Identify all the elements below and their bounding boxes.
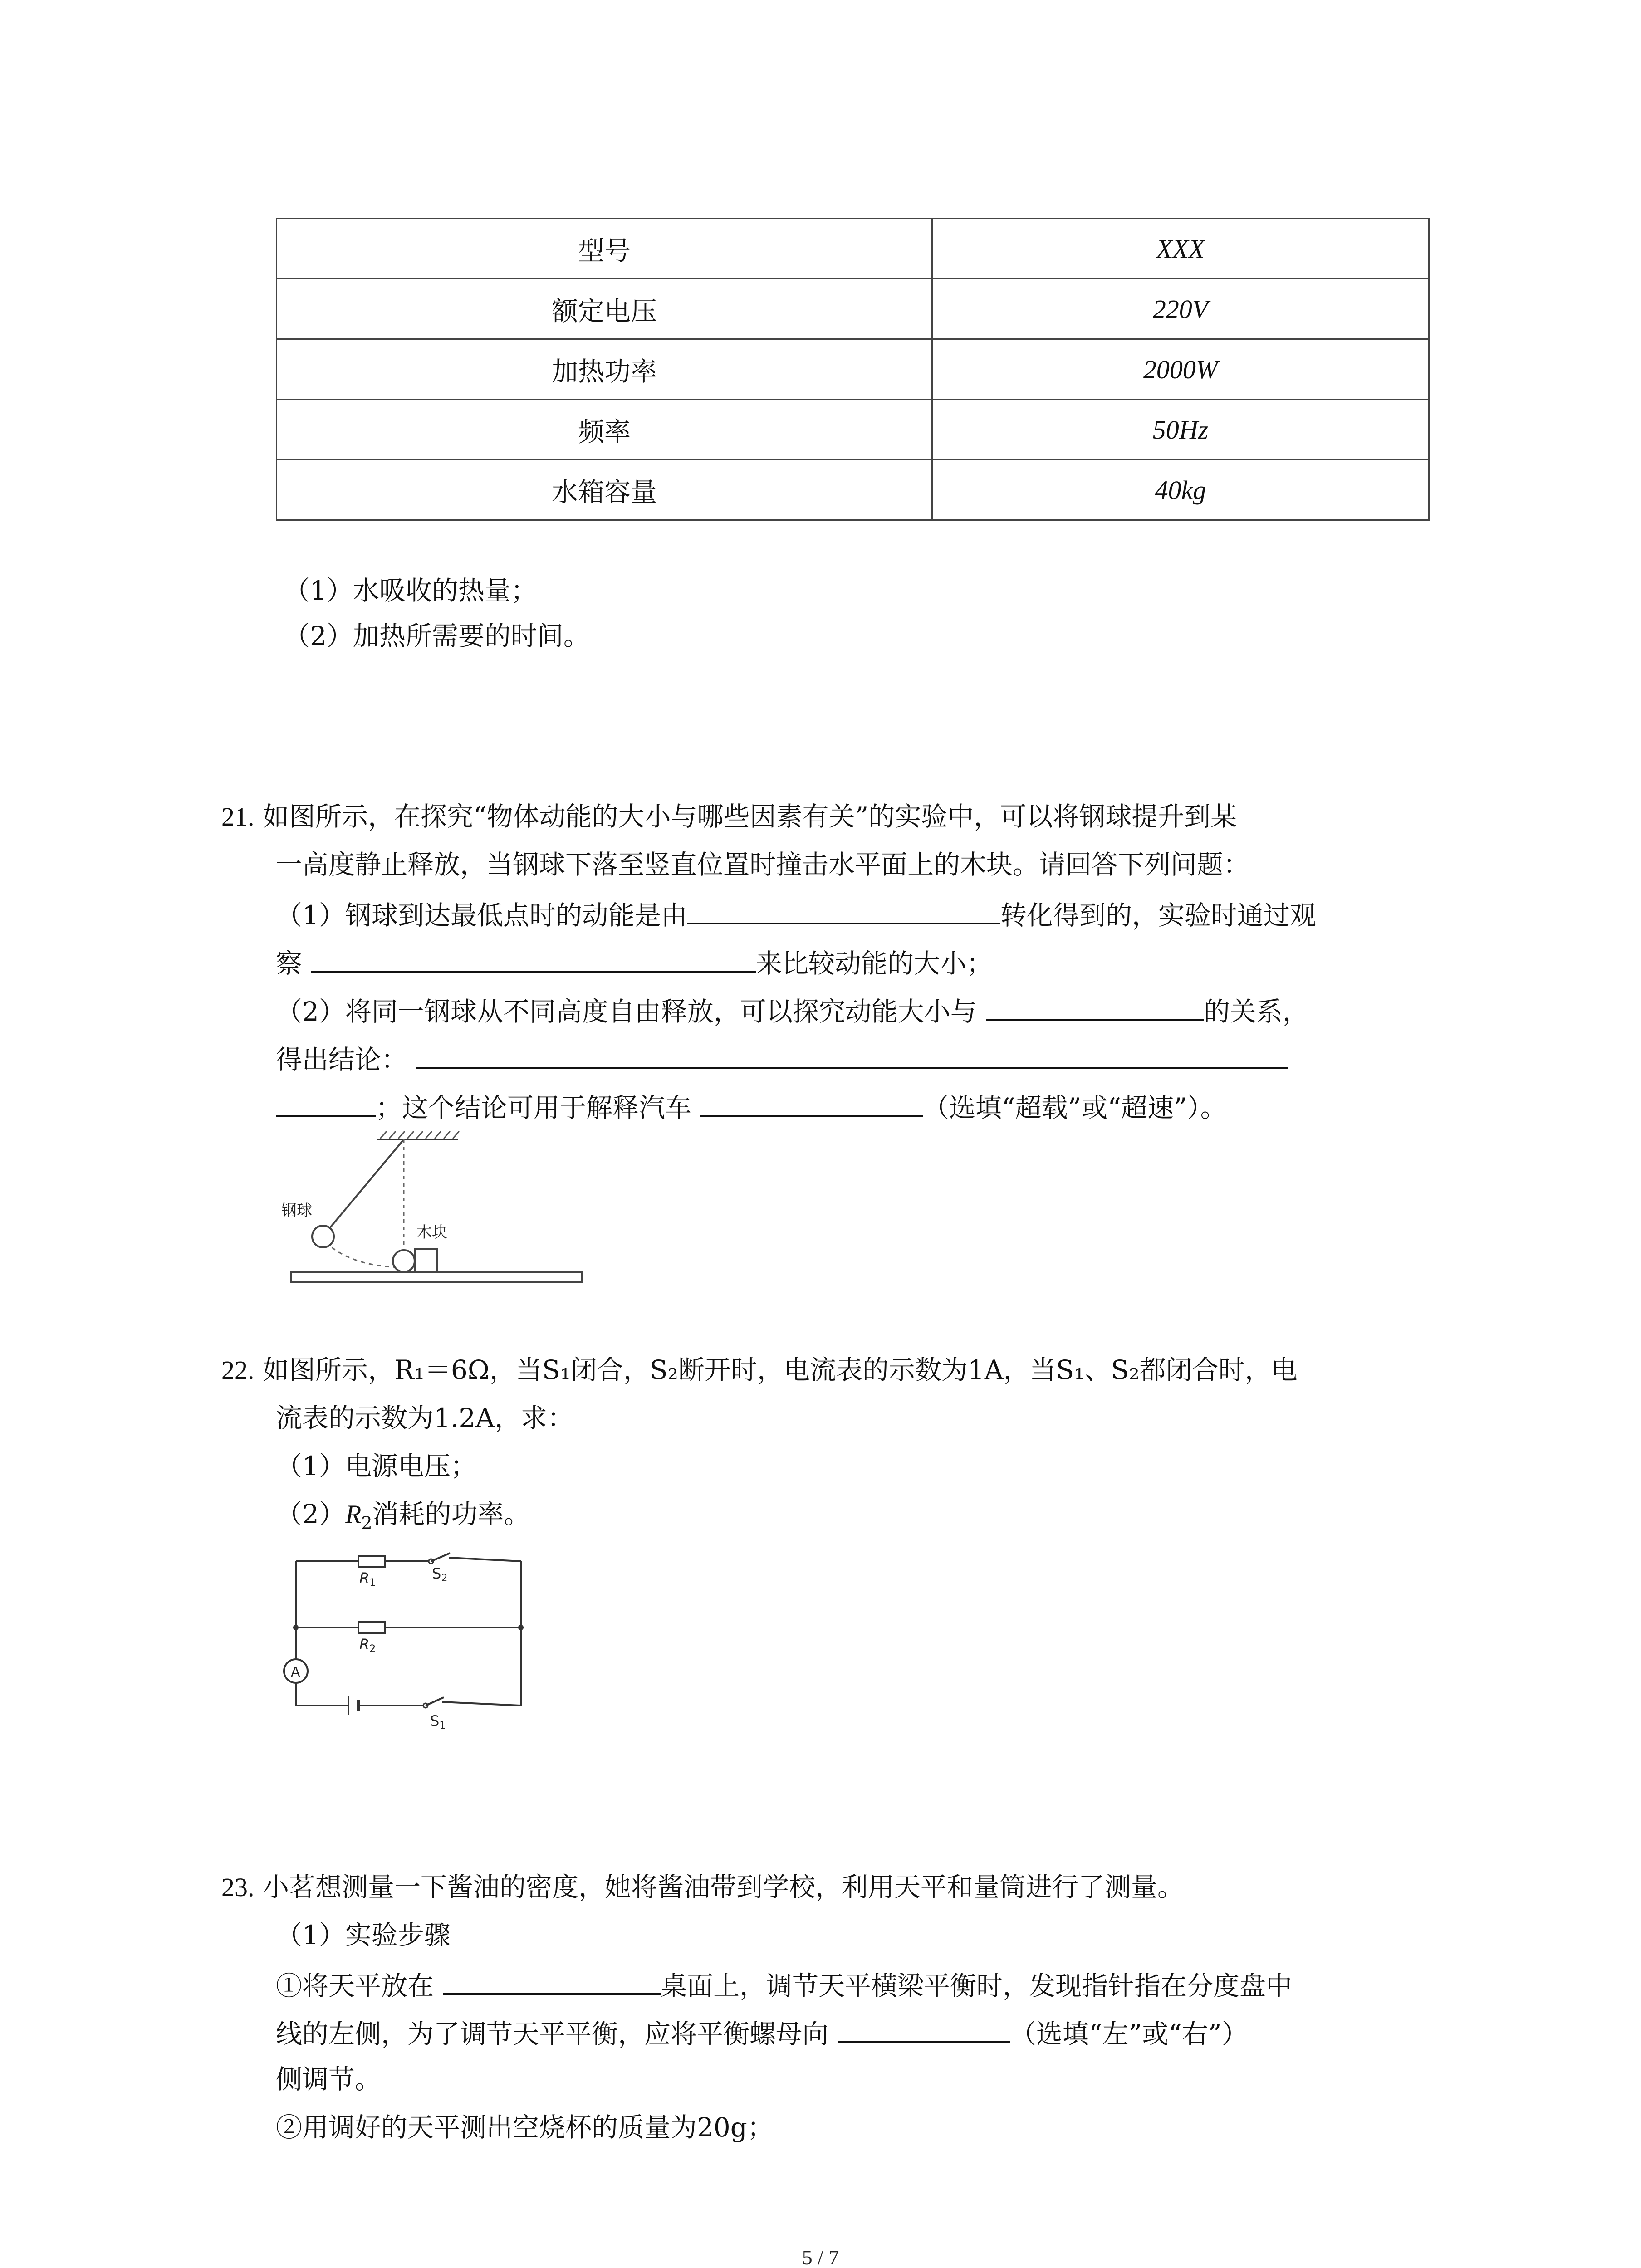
spec-value: 220V xyxy=(932,279,1429,339)
q23-step1-text-c: 线的左侧，为了调节天平平衡，应将平衡螺母向 xyxy=(276,2019,829,2049)
block-label: 木块 xyxy=(416,1223,447,1242)
q21-sub2-text-b: 的关系， xyxy=(1203,996,1309,1027)
q21-sub1-text-b: 转化得到的，实验时通过观 xyxy=(1000,900,1316,931)
ceiling-hatch xyxy=(380,1131,459,1139)
q21-sub1-line xyxy=(276,894,1316,934)
steel-ball-raised xyxy=(312,1226,334,1247)
r2-label: R2 xyxy=(359,1636,376,1655)
q21-number: 21. xyxy=(221,802,255,831)
q22-line1 xyxy=(221,1352,1298,1388)
q23-text-1: 小茗想测量一下酱油的密度，她将酱油带到学校，利用天平和量筒进行了测量。 xyxy=(262,1872,1184,1902)
q23-line1 xyxy=(221,1869,1184,1906)
q21-text-1: 如图所示，在探究“物体动能的大小与哪些因素有关”的实验中，可以将钢球提升到某 xyxy=(262,801,1237,832)
q21-line2: 一高度静止释放，当钢球下落至竖直位置时撞击水平面上的木块。请回答下列问题： xyxy=(276,849,1250,880)
question-part-2: （2）加热所需要的时间。 xyxy=(284,621,590,651)
spec-row xyxy=(277,460,1429,520)
resistor-r1 xyxy=(358,1556,385,1567)
resistor-r2 xyxy=(358,1622,385,1633)
q22-r2-symbol: R xyxy=(345,1500,362,1529)
q22-sub2-prefix: （2） xyxy=(276,1499,345,1530)
q23-number: 23. xyxy=(221,1872,255,1902)
answer-blank[interactable] xyxy=(443,1965,661,1995)
q23-sub1: （1）实验步骤 xyxy=(276,1920,451,1950)
q21-sub2-line3 xyxy=(276,1087,1227,1126)
q22-line2: 流表的示数为1.2A，求： xyxy=(276,1403,574,1433)
answer-blank[interactable] xyxy=(687,894,1000,924)
q23-step1-text-a: ①将天平放在 xyxy=(276,1970,434,2001)
q23-step1-line3: 侧调节。 xyxy=(276,2064,382,2095)
q21-sub1-line2 xyxy=(276,943,993,982)
spec-label: 型号 xyxy=(277,219,932,279)
spec-value: 2000W xyxy=(932,339,1429,400)
answer-blank[interactable] xyxy=(700,1087,923,1117)
q21-sub1-text-a: （1）钢球到达最低点时的动能是由 xyxy=(276,900,687,931)
spec-label: 额定电压 xyxy=(277,279,932,339)
ground-plank xyxy=(291,1272,582,1282)
q23-step2-line: ②用调好的天平测出空烧杯的质量为20g； xyxy=(276,2112,774,2143)
spec-table xyxy=(276,218,1430,521)
answer-blank[interactable] xyxy=(986,991,1204,1021)
q22-sub2 xyxy=(276,1496,530,1541)
pendulum-string xyxy=(328,1139,404,1231)
swing-path xyxy=(326,1242,399,1267)
q21-sub2-line2 xyxy=(276,1039,1288,1078)
q23-step1-text-d: （选填“左”或“右”） xyxy=(1010,2019,1248,2049)
answer-blank[interactable] xyxy=(276,1087,376,1117)
q21-sub1-text-d: 来比较动能的大小； xyxy=(756,948,993,979)
switch-s2-blade xyxy=(431,1553,450,1561)
wooden-block xyxy=(415,1249,437,1272)
q22-sub1: （1）电源电压； xyxy=(276,1451,477,1481)
answer-blank[interactable] xyxy=(838,2013,1010,2043)
switch-s1-blade xyxy=(426,1697,444,1706)
junction-dot xyxy=(518,1625,524,1630)
spec-value: 40kg xyxy=(932,460,1429,520)
q23-step1-line xyxy=(276,1965,1292,2004)
spec-row xyxy=(277,400,1429,460)
q22-number: 22. xyxy=(221,1355,255,1385)
circuit-diagram xyxy=(272,1542,544,1733)
q21-sub1-text-c: 察 xyxy=(276,948,303,979)
q21-sub2-text-d: ；这个结论可用于解释汽车 xyxy=(376,1092,692,1123)
q22-sub2-suffix: 消耗的功率。 xyxy=(372,1499,530,1530)
s2-label: S2 xyxy=(432,1565,448,1584)
page-number: 5 / 7 xyxy=(802,2246,839,2268)
question-part-1: （1）水吸收的热量； xyxy=(284,575,537,606)
q23-step1-text-b: 桌面上，调节天平横梁平衡时，发现指针指在分度盘中 xyxy=(661,1970,1293,2001)
s1-label: S1 xyxy=(430,1712,446,1731)
spec-row xyxy=(277,279,1429,339)
q23-step1-line2 xyxy=(276,2013,1248,2052)
answer-blank[interactable] xyxy=(311,943,756,973)
q22-text-1: 如图所示，R₁＝6Ω，当S₁闭合，S₂断开时，电流表的示数为1A，当S₁、S₂都闭合时，电 xyxy=(262,1354,1298,1385)
pendulum-figure xyxy=(272,1129,599,1293)
spec-label: 频率 xyxy=(277,400,932,460)
q21-sub2-text-a: （2）将同一钢球从不同高度自由释放，可以探究动能大小与 xyxy=(276,996,977,1027)
spec-label: 水箱容量 xyxy=(277,460,932,520)
spec-value: 50Hz xyxy=(932,400,1429,460)
q21-line1 xyxy=(221,798,1237,835)
q21-sub2-text-c: 得出结论： xyxy=(276,1044,408,1075)
r1-label: R1 xyxy=(359,1569,376,1589)
q21-sub2-text-e: （选填“超载”或“超速”）。 xyxy=(923,1092,1227,1123)
junction-dot xyxy=(293,1625,299,1630)
q22-r2-sub: 2 xyxy=(361,1513,372,1533)
spec-value: XXX xyxy=(932,219,1429,279)
steel-ball-low xyxy=(393,1250,415,1272)
q21-sub2-line xyxy=(276,991,1309,1030)
spec-row xyxy=(277,339,1429,400)
ammeter-label: A xyxy=(291,1664,300,1680)
answer-blank[interactable] xyxy=(416,1039,1288,1069)
spec-row xyxy=(277,219,1429,279)
spec-label: 加热功率 xyxy=(277,339,932,400)
ball-label: 钢球 xyxy=(281,1202,312,1220)
